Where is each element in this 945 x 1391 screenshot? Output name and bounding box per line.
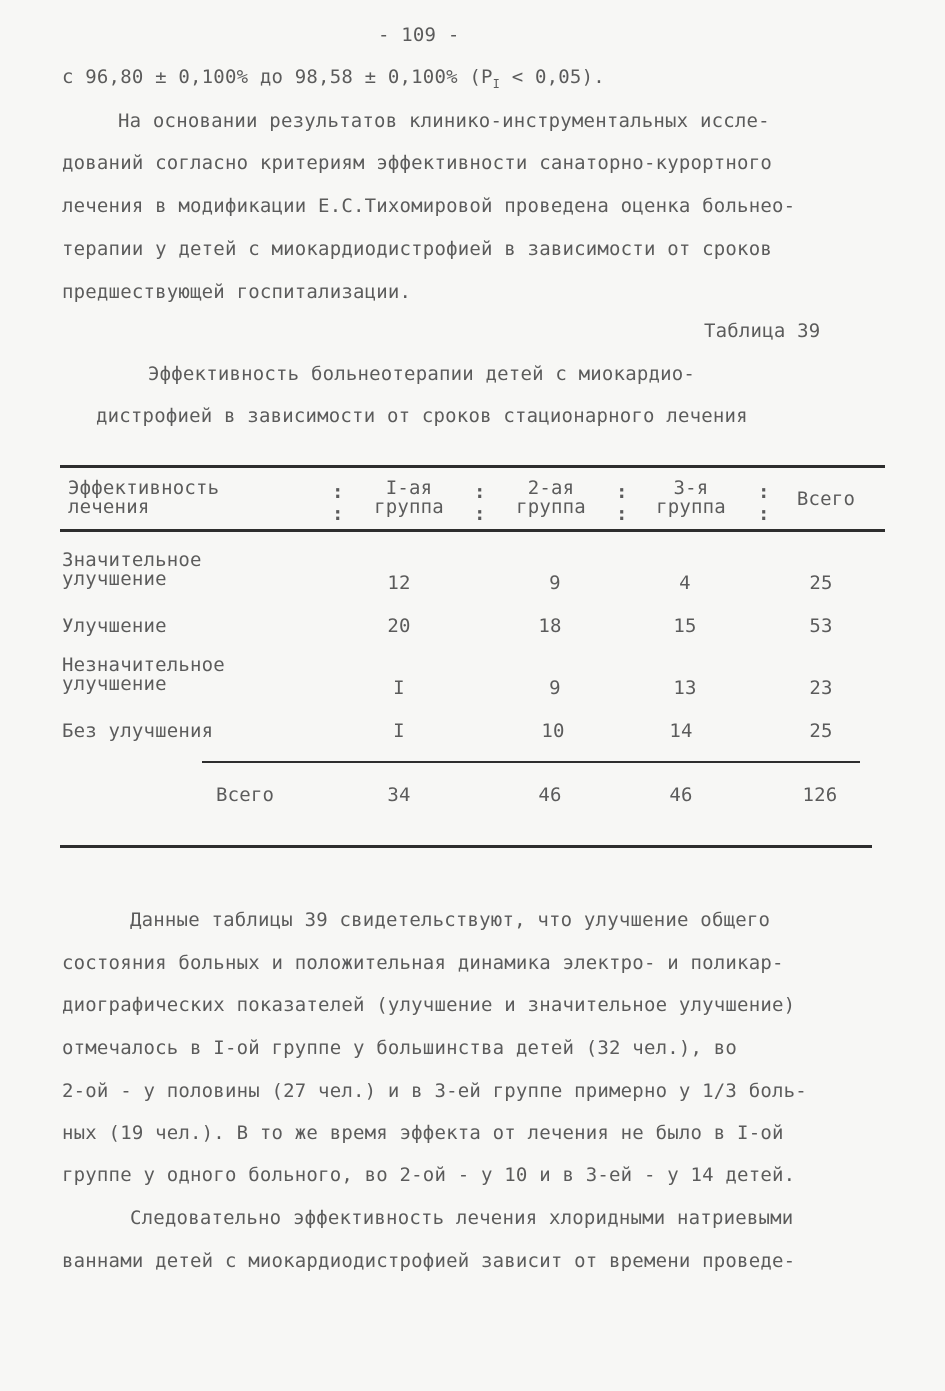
header-effectiveness-line1: Эффективность	[68, 477, 220, 499]
column-separator: : :	[616, 481, 628, 525]
column-separator: : :	[758, 481, 770, 525]
table-top-rule	[60, 465, 885, 468]
total-value: 34	[387, 784, 411, 806]
cell-value: I	[393, 720, 405, 742]
header-group-2-line2: группа	[516, 496, 586, 518]
row-label-line: улучшение	[62, 568, 167, 590]
header-group-3	[636, 479, 746, 517]
intro-text: с 96,80 ± 0,100% до 98,58 ± 0,100% (P	[62, 66, 493, 88]
paragraph-1-line: предшествующей госпитализации.	[62, 281, 412, 303]
cell-value: 14	[669, 720, 693, 742]
header-group-1-line2: группа	[374, 496, 444, 518]
paragraph-1-line: терапии у детей с миокардиодистрофией в зависимости от сроков	[62, 238, 772, 260]
cell-value: 23	[809, 677, 833, 699]
header-effectiveness	[68, 479, 219, 517]
row-label-line: Незначительное	[62, 654, 225, 676]
paragraph-1-line: дований согласно критериям эффективности санаторно-курортного	[62, 152, 772, 174]
page-number: - 109 -	[378, 24, 460, 46]
header-bottom-rule	[60, 529, 885, 532]
row-label	[62, 720, 213, 742]
cell-value: 9	[549, 677, 561, 699]
cell-value: 13	[673, 677, 697, 699]
paragraph-2-line: ных (19 чел.). В то же время эффекта от лечения не было в I-ой	[62, 1122, 784, 1144]
intro-tail: < 0,05).	[500, 66, 605, 88]
total-value: 46	[538, 784, 562, 806]
total-value: 46	[669, 784, 693, 806]
paragraph-2-line: Данные таблицы 39 свидетельствуют, что улучшение общего	[130, 909, 771, 931]
intro-subscript: I	[492, 76, 501, 91]
paragraph-2-line: диографических показателей (улучшение и значительное улучшение)	[62, 994, 796, 1016]
cell-value: 4	[679, 572, 691, 594]
paragraph-2-line: 2-ой - у половины (27 чел.) и в 3-ей группе примерно у 1/3 боль-	[62, 1080, 807, 1102]
total-value: 126	[802, 784, 838, 806]
row-label-line: улучшение	[62, 673, 167, 695]
table-label: Таблица 39	[704, 320, 821, 342]
table-title-line: Эффективность больнеотерапии детей с миокардио-	[148, 363, 696, 385]
paragraph-1-line: лечения в модификации Е.С.Тихомировой проведена оценка больнео-	[62, 195, 796, 217]
row-label-line: Без улучшения	[62, 720, 214, 742]
table-title-line: дистрофией в зависимости от сроков стационарного лечения	[96, 405, 748, 427]
cell-value: 15	[673, 615, 697, 637]
paragraph-2-line: состояния больных и положительная динамика электро- и поликар-	[62, 952, 784, 974]
paragraph-1-line: На основании результатов клинико-инструментальных иссле-	[118, 110, 770, 132]
header-group-3-line1: 3-я	[673, 477, 709, 499]
cell-value: 25	[809, 720, 833, 742]
cell-value: I	[393, 677, 405, 699]
table-bottom-rule	[60, 845, 872, 848]
header-effectiveness-line2: лечения	[68, 496, 150, 518]
cell-value: 18	[538, 615, 562, 637]
total-label: Всего	[216, 784, 275, 806]
header-total: Всего	[796, 488, 856, 510]
row-label-line: Улучшение	[62, 615, 167, 637]
intro-line	[62, 66, 605, 91]
cell-value: 53	[809, 615, 833, 637]
row-label	[62, 656, 225, 694]
cell-value: 20	[387, 615, 411, 637]
paragraph-2-line: группе у одного больного, во 2-ой - у 10 и в 3-ей - у 14 детей.	[62, 1164, 796, 1186]
header-group-1	[354, 479, 464, 517]
header-group-2-line1: 2-ая	[527, 477, 575, 499]
cell-value: 10	[541, 720, 565, 742]
column-separator: : :	[332, 481, 344, 525]
cell-value: 25	[809, 572, 833, 594]
header-group-2	[496, 479, 606, 517]
cell-value: 12	[387, 572, 411, 594]
row-label	[62, 551, 202, 589]
row-label	[62, 615, 167, 637]
cell-value: 9	[549, 572, 561, 594]
header-group-3-line2: группа	[656, 496, 726, 518]
paragraph-3-line: Следовательно эффективность лечения хлоридными натриевыми	[130, 1207, 794, 1229]
paragraph-2-line: отмечалось в I-ой группе у большинства детей (32 чел.), во	[62, 1037, 738, 1059]
row-label-line: Значительное	[62, 549, 202, 571]
column-separator: : :	[474, 481, 486, 525]
paragraph-3-line: ваннами детей с миокардиодистрофией зависит от времени проведе-	[62, 1250, 796, 1272]
header-group-1-line1: I-ая	[385, 477, 433, 499]
total-top-rule	[202, 761, 860, 763]
